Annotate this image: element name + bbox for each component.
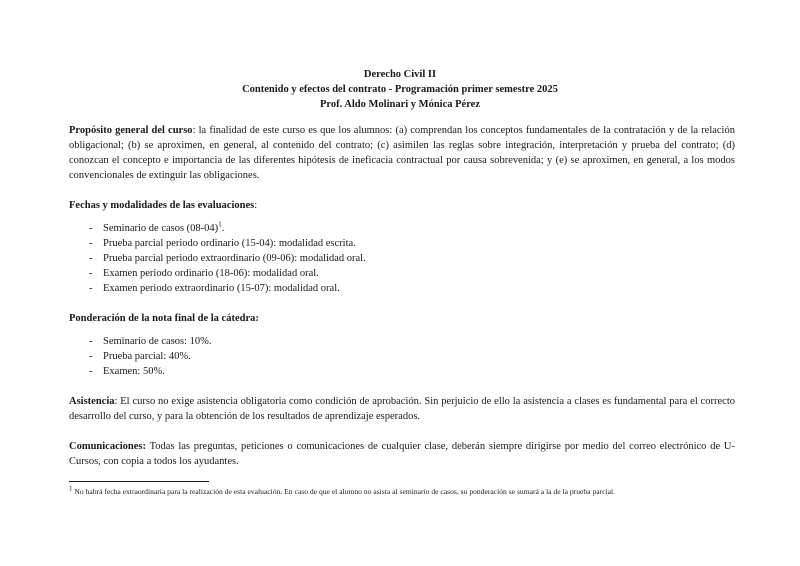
footnote-marker: 1 [69,484,73,493]
list-item: - Examen periodo ordinario (18-06): modalidad oral. [69,266,735,281]
list-item: - Prueba parcial periodo ordinario (15-04): modalidad escrita. [69,236,735,251]
communications-label: Comunicaciones: [69,441,146,452]
evaluation-item-0-suffix: . [221,223,225,234]
list-item: - Examen periodo extraordinario (15-07): modalidad oral. [69,281,735,296]
evaluations-list [69,221,735,296]
list-item: - Prueba parcial periodo extraordinario (09-06): modalidad oral. [69,251,735,266]
communications-text: Todas las preguntas, peticiones o comunicaciones de cualquier clase, deberán siempre dirigirse por medio del correo electrónico de U-Cursos, con copia a todos los ayudantes. [69,441,735,467]
footnote-divider [69,481,209,482]
professors-line: Prof. Aldo Molinari y Mónica Pérez [320,99,480,110]
purpose-paragraph [69,123,735,183]
evaluations-heading [69,198,735,213]
list-item [69,221,735,236]
attendance-label: Asistencia [69,396,115,407]
weighting-title: Ponderación de la nota final de la cátedra: [69,313,259,324]
course-title: Derecho Civil II [363,69,437,80]
document-body [69,123,735,469]
footnote-text: No habrá fecha extraordinaria para la realización de esta evaluación. En caso de que el alumno no asista al seminario de casos, su ponderación se sumará a la de la prueba parcial. [72,487,616,496]
program-title: Contenido y efectos del contrato - Programación primer semestre 2025 [242,84,558,95]
list-item: - Prueba parcial: 40%. [69,349,735,364]
evaluation-item-0: Seminario de casos (08-04) [103,223,219,234]
attendance-text: : El curso no exige asistencia obligatoria como condición de aprobación. Sin perjuicio de ello la asistencia a clases es fundamental para el correcto desarrollo del curso, y para la obtención de los resultados de aprendizaje esperados. [69,396,735,422]
evaluations-title: Fechas y modalidades de las evaluaciones [69,200,255,211]
weighting-list [69,334,735,379]
footnote [69,484,749,497]
communications-paragraph [69,439,735,469]
document-header [0,67,800,112]
weighting-heading [69,311,735,326]
footnote-ref: 1 [218,220,222,229]
purpose-label: Propósito general del curso [69,125,193,136]
purpose-text: : la finalidad de este curso es que los alumnos: (a) comprendan los conceptos fundamentales de la contratación y de la relación obligacional; (b) se aproximen, en general, al contenido del contrato; (c) asimilen las reglas sobre integración, interpretación y prueba del contrato; (d) conozcan el concepto e importancia de las diferentes hipótesis de ineficacia contractual por causa sobrevenida; y (e) se aproximen, en general, a los modos convencionales de extinguir las obligaciones. [69,125,735,181]
attendance-paragraph [69,394,735,424]
evaluations-title-suffix: : [254,200,258,211]
list-item: - Examen: 50%. [69,364,735,379]
list-item: - Seminario de casos: 10%. [69,334,735,349]
